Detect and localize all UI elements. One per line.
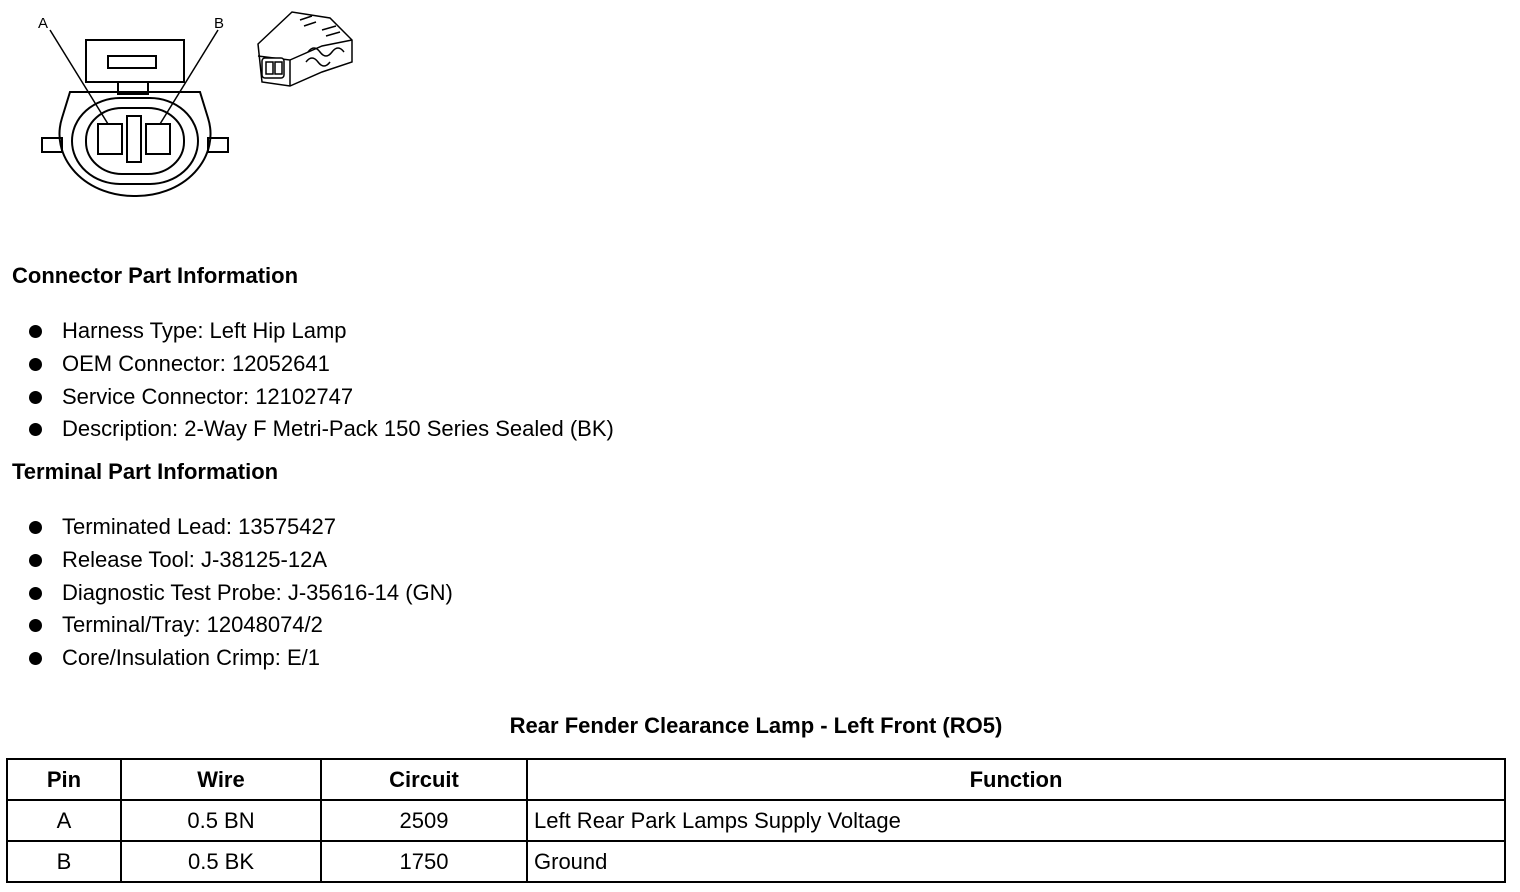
list-item: Core/Insulation Crimp: E/1 [28,642,453,675]
bullet-icon [29,619,42,632]
connector-part-heading: Connector Part Information [12,263,299,288]
cell-function: Ground [527,841,1505,882]
center-key [127,116,141,162]
table-header-row [7,759,1505,800]
pin-table-title: Rear Fender Clearance Lamp - Left Front (RO5) [509,713,1003,738]
column-header-wire: Wire [121,759,321,800]
cell-pin: A [7,800,121,841]
table-row [7,841,1505,882]
list-item: Release Tool: J-38125-12A [28,544,453,577]
bullet-icon [29,521,42,534]
bullet-icon [29,423,42,436]
list-item: Diagnostic Test Probe: J-35616-14 (GN) [28,577,453,610]
table-row [7,800,1505,841]
column-header-function: Function [527,759,1505,800]
pin-label-b: B [214,15,225,32]
bullet-icon [29,554,42,567]
list-item: Terminated Lead: 13575427 [28,511,453,544]
column-header-pin: Pin [7,759,121,800]
bullet-icon [29,587,42,600]
list-item: OEM Connector: 12052641 [28,348,614,381]
pin-table [6,758,1506,883]
cell-function: Left Rear Park Lamps Supply Voltage [527,800,1505,841]
bullet-icon [29,358,42,371]
connector-latch [86,40,184,82]
cell-wire: 0.5 BK [121,841,321,882]
connector-part-list [28,315,614,446]
latch-window [108,56,156,68]
list-item: Harness Type: Left Hip Lamp [28,315,614,348]
connector-isometric-icon [258,12,352,86]
connector-seal-outer [72,98,198,184]
leader-line-a [50,30,108,124]
cell-circuit: 1750 [321,841,527,882]
list-item: Terminal/Tray: 12048074/2 [28,609,453,642]
bullet-icon [29,391,42,404]
cell-circuit: 2509 [321,800,527,841]
terminal-part-list [28,511,453,675]
terminal-part-heading: Terminal Part Information [12,459,279,484]
cell-pin: B [7,841,121,882]
cavity-b [146,124,170,154]
leader-line-b [160,30,218,124]
pin-label-a: A [38,15,49,32]
bullet-icon [29,652,42,665]
connector-diagram [0,0,370,210]
list-item: Service Connector: 12102747 [28,381,614,414]
bullet-icon [29,325,42,338]
cell-wire: 0.5 BN [121,800,321,841]
cavity-a [98,124,122,154]
column-header-circuit: Circuit [321,759,527,800]
list-item: Description: 2-Way F Metri-Pack 150 Series Sealed (BK) [28,413,614,446]
